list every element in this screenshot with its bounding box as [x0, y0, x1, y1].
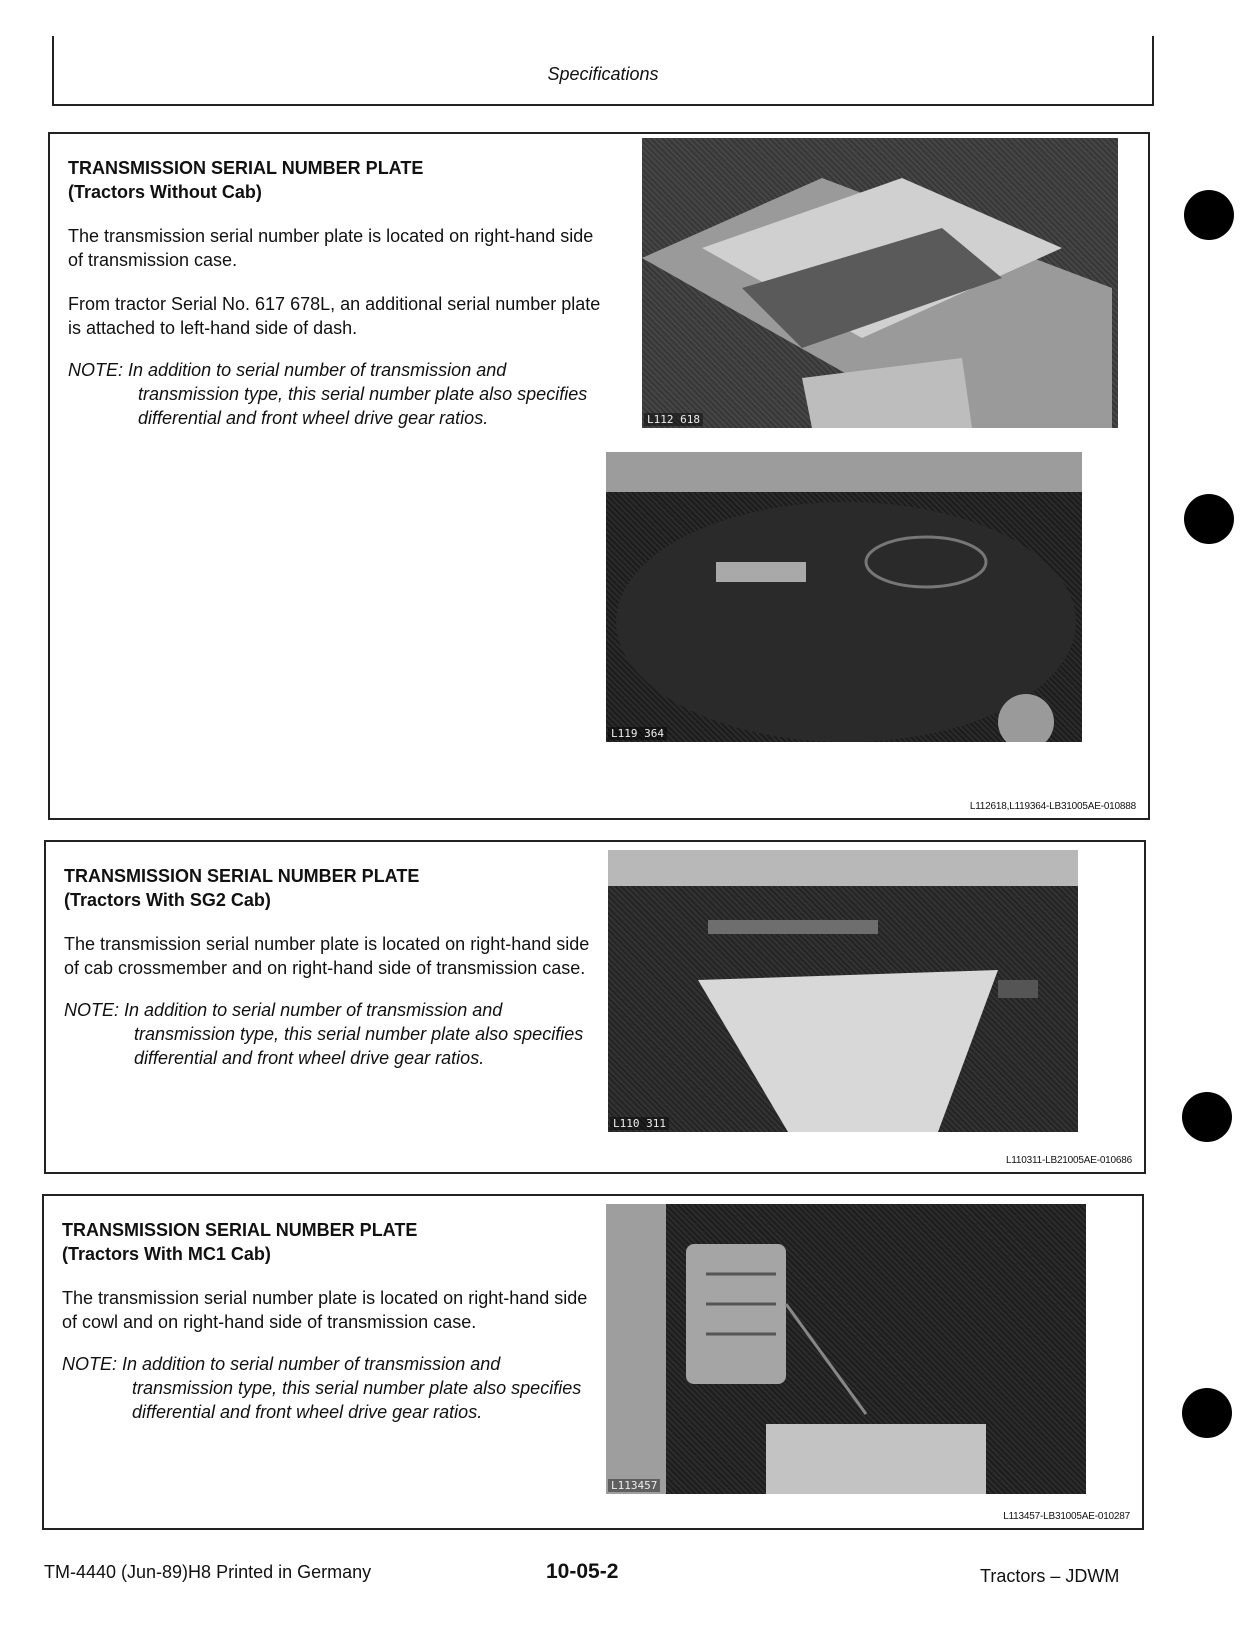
- paragraph: From tractor Serial No. 617 678L, an additional serial number plate is attached to left-hand side of dash.: [68, 294, 601, 338]
- footer-document-id: TM-4440 (Jun-89)H8 Printed in Germany: [44, 1562, 372, 1582]
- photo-label: L112 618: [644, 413, 703, 426]
- page-title: Specifications: [547, 64, 659, 84]
- photo-cab-crossmember: [608, 850, 1078, 1132]
- note: [68, 358, 608, 430]
- section-text: [62, 1218, 602, 1424]
- note-label: NOTE:: [62, 1354, 118, 1374]
- photo-graphic: [606, 1204, 1086, 1494]
- note-text: In addition to serial number of transmission and transmission type, this serial number plate also specifies differential and front wheel drive gear ratios.: [128, 360, 588, 428]
- paragraph: The transmission serial number plate is located on right-hand side of cowl and on right-hand side of transmission case.: [62, 1288, 588, 1332]
- photo-label: L110 311: [610, 1117, 669, 1130]
- section-sg2-cab: [44, 840, 1146, 1174]
- photo-cowl: [606, 1204, 1086, 1494]
- photo-dash: [606, 452, 1082, 742]
- section-subheading: (Tractors With MC1 Cab): [62, 1244, 271, 1264]
- note: [62, 1352, 602, 1424]
- photo-graphic: [608, 850, 1078, 1132]
- punch-hole: [1182, 1388, 1232, 1438]
- figure-reference: L112618,L119364-LB31005AE-010888: [969, 801, 1136, 812]
- figure-reference: L110311-LB21005AE-010686: [1005, 1155, 1132, 1166]
- photo-transmission-case: [642, 138, 1118, 428]
- figure-reference: L113457-LB31005AE-010287: [1003, 1511, 1130, 1522]
- section-mc1-cab: [42, 1194, 1144, 1530]
- punch-hole: [1182, 1092, 1232, 1142]
- section-heading: TRANSMISSION SERIAL NUMBER PLATE: [64, 866, 420, 886]
- punch-hole: [1184, 494, 1234, 544]
- note-label: NOTE:: [64, 1000, 120, 1020]
- footer-page-number: 10-05-2: [546, 1560, 619, 1583]
- note-text: In addition to serial number of transmission and transmission type, this serial number plate also specifies differential and front wheel drive gear ratios.: [122, 1354, 582, 1422]
- footer-product: Tractors – JDWM: [980, 1566, 1120, 1586]
- note: [64, 998, 604, 1070]
- note-text: In addition to serial number of transmission and transmission type, this serial number plate also specifies differential and front wheel drive gear ratios.: [124, 1000, 584, 1068]
- page-header: [52, 36, 1154, 106]
- section-heading: TRANSMISSION SERIAL NUMBER PLATE: [68, 158, 424, 178]
- punch-hole: [1184, 190, 1234, 240]
- photo-label: L113457: [608, 1479, 660, 1492]
- section-text: [68, 156, 608, 430]
- section-heading: TRANSMISSION SERIAL NUMBER PLATE: [62, 1220, 418, 1240]
- section-subheading: (Tractors With SG2 Cab): [64, 890, 271, 910]
- photo-graphic: [642, 138, 1118, 428]
- paragraph: The transmission serial number plate is located on right-hand side of cab crossmember and on right-hand side of transmission case.: [64, 934, 590, 978]
- section-text: [64, 864, 604, 1070]
- section-without-cab: [48, 132, 1150, 820]
- note-label: NOTE:: [68, 360, 124, 380]
- photo-graphic: [606, 452, 1082, 742]
- section-subheading: (Tractors Without Cab): [68, 182, 262, 202]
- paragraph: The transmission serial number plate is located on right-hand side of transmission case.: [68, 226, 594, 270]
- photo-label: L119 364: [608, 727, 667, 740]
